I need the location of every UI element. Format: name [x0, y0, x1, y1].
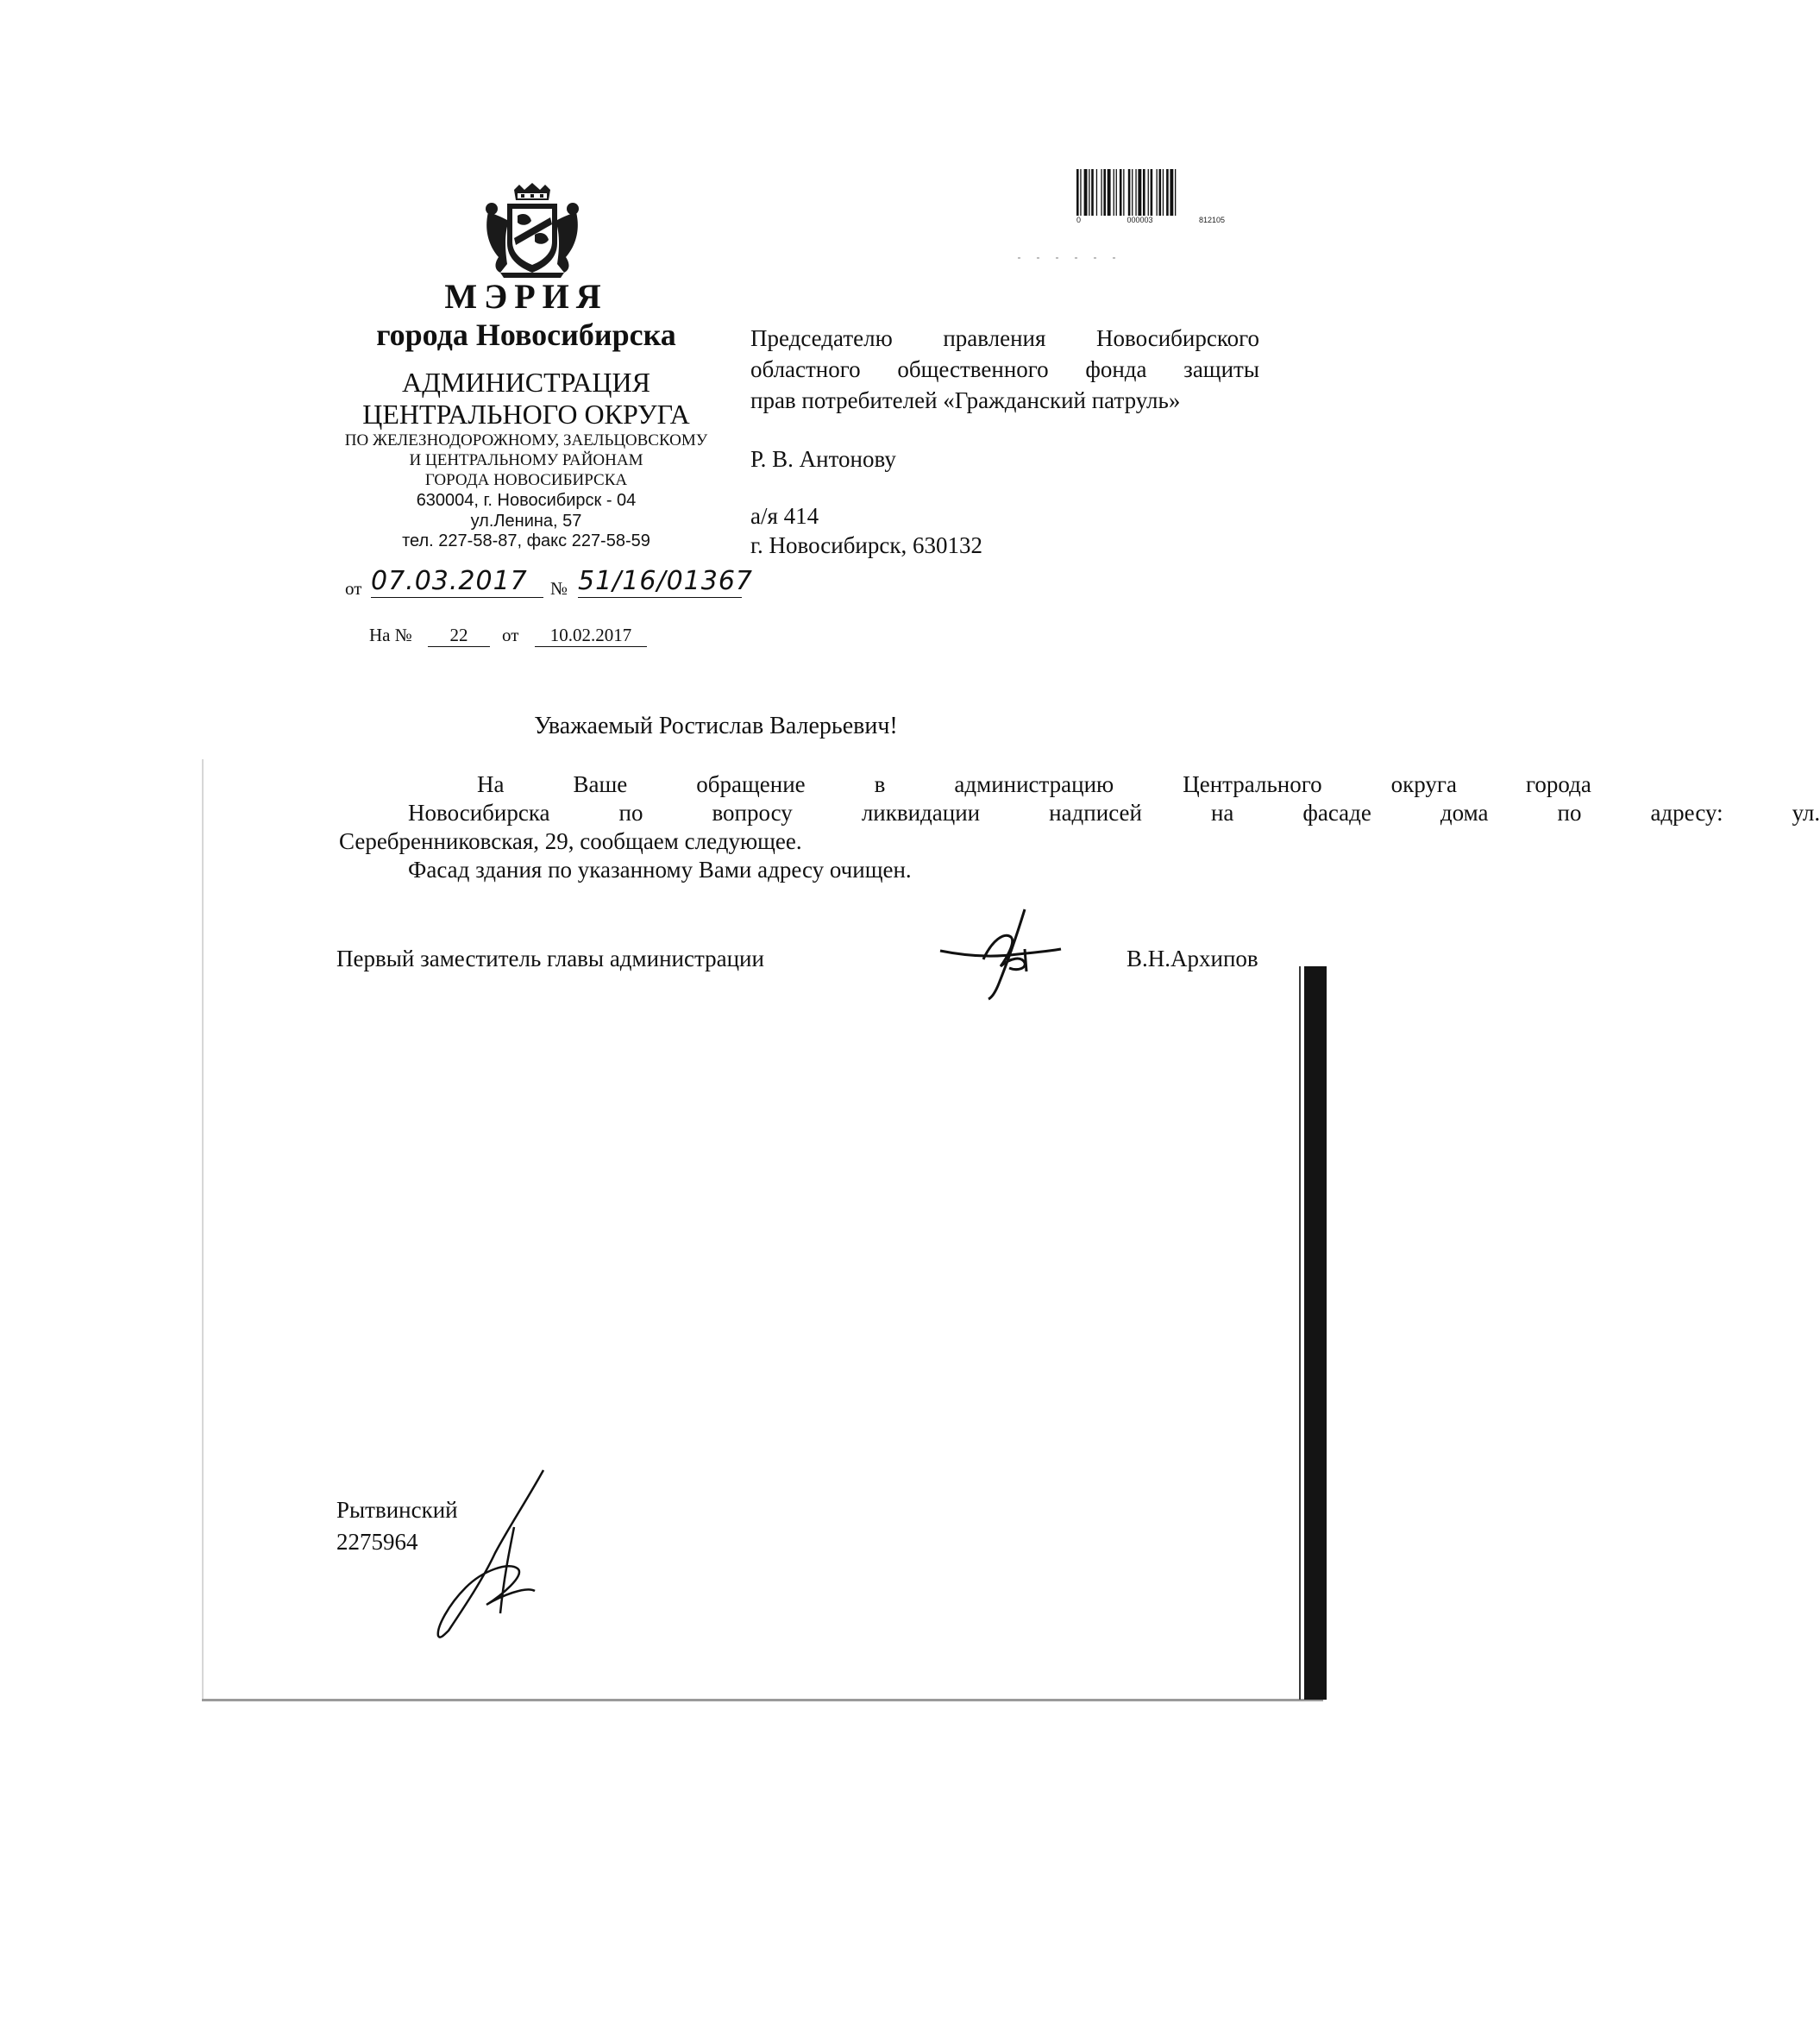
addressee-city-zip: г. Новосибирск, 630132 — [750, 532, 982, 558]
paragraph-1-line3: Серебренниковская, 29, сообщаем следующее. — [339, 828, 802, 854]
reference-number: 22 — [428, 625, 490, 647]
incoming-reference-row — [369, 625, 714, 651]
addressee-line2 — [750, 354, 1259, 385]
signatory-title: Первый заместитель главы администрации — [336, 946, 764, 971]
paragraph-word: в — [874, 771, 886, 797]
barcode-left-digits: 0 — [1076, 216, 1082, 224]
outgoing-date-label: от — [345, 578, 362, 599]
addressee-word: защиты — [1183, 356, 1259, 382]
letterhead-address-line2: ул.Ленина, 57 — [470, 512, 582, 531]
barcode-bar — [1123, 169, 1124, 216]
addressee-word: правления — [943, 325, 1046, 351]
barcode-bar — [1157, 169, 1158, 216]
barcode-bar — [1138, 169, 1141, 216]
coat-of-arms-icon — [483, 183, 581, 278]
letterhead-phone: тел. 227-58-87, факс 227-58-59 — [402, 531, 650, 550]
signature-handwritten-icon — [932, 906, 1070, 1001]
barcode-bar — [1143, 169, 1145, 216]
letterhead-admin-line1: АДМИНИСТРАЦИЯ — [402, 367, 650, 398]
addressee-name: Р. В. Антонову — [750, 446, 896, 472]
paragraph-word: На — [477, 771, 505, 797]
letterhead-districts-line1: ПО ЖЕЛЕЗНОДОРОЖНОМУ, ЗАЕЛЬЦОВСКОМУ — [344, 431, 708, 449]
barcode-right-digits: 812105 — [1198, 216, 1225, 224]
paragraph-word: города — [1525, 771, 1591, 797]
scan-edge-left — [202, 759, 204, 1700]
addressee-word: Новосибирского — [1096, 325, 1259, 351]
paragraph-word: по — [1557, 800, 1582, 826]
barcode-bar — [1108, 169, 1111, 216]
barcode-bar — [1135, 169, 1136, 216]
barcode-bar — [1091, 169, 1094, 216]
reference-date: 10.02.2017 — [535, 625, 647, 647]
paragraph-1-line2 — [339, 799, 1820, 827]
executor-name: Рытвинский — [336, 1497, 458, 1523]
barcode-bar — [1166, 169, 1169, 216]
letterhead-admin-line2: ЦЕНТРАЛЬНОГО ОКРУГА — [362, 399, 690, 430]
barcode-bar — [1151, 169, 1153, 216]
barcode-digits — [1076, 216, 1225, 224]
letterhead-mayor-office: МЭРИЯ — [444, 277, 608, 316]
addressee-word: Председателю — [750, 325, 893, 351]
paragraph-word: ликвидации — [861, 800, 981, 826]
outgoing-reference-row — [345, 566, 753, 600]
barcode-bar — [1076, 169, 1079, 216]
letterhead-city: города Новосибирска — [376, 317, 676, 352]
letterhead-address-line1: 630004, г. Новосибирск - 04 — [416, 491, 637, 510]
paragraph-word: адресу: — [1650, 800, 1723, 826]
scan-edge-right-shadow — [1304, 966, 1327, 1700]
barcode-bar — [1096, 169, 1097, 216]
scan-noise-dots — [1018, 257, 1121, 259]
executor-signature-icon — [431, 1467, 561, 1639]
paragraph-word: фасаде — [1302, 800, 1371, 826]
barcode-bar — [1163, 169, 1164, 216]
paragraph-word: Центрального — [1183, 771, 1322, 797]
outgoing-number-label: № — [550, 578, 568, 599]
paragraph-word: администрацию — [954, 771, 1114, 797]
paragraph-word: по — [618, 800, 643, 826]
paragraph-word: ул. — [1792, 800, 1820, 826]
barcode-bar — [1148, 169, 1149, 216]
signatory-name: В.Н.Архипов — [1127, 946, 1258, 971]
outgoing-date-handwritten: 07.03.2017 — [371, 566, 543, 598]
scan-edge-bottom — [202, 1699, 1323, 1701]
addressee-po-box: а/я 414 — [750, 503, 819, 529]
letter-paragraph-2: Фасад здания по указанному Вами адресу очищен. — [408, 857, 912, 883]
barcode-bar — [1132, 169, 1133, 216]
letter-paragraph-1 — [339, 770, 1820, 856]
paragraph-word: Новосибирска — [408, 800, 550, 826]
executor-phone: 2275964 — [336, 1529, 418, 1555]
paragraph-word: вопросу — [712, 800, 793, 826]
letter-greeting: Уважаемый Ростислав Валерьевич! — [534, 713, 898, 739]
barcode-bar — [1175, 169, 1176, 216]
barcode-bar — [1120, 169, 1122, 216]
outgoing-number-handwritten: 51/16/01367 — [578, 566, 753, 596]
letterhead-districts-line2: И ЦЕНТРАЛЬНОМУ РАЙОНАМ — [409, 451, 643, 469]
addressee-word: фонда — [1085, 356, 1147, 382]
barcode-bar — [1084, 169, 1088, 216]
letterhead-districts-line3: ГОРОДА НОВОСИБИРСКА — [424, 471, 628, 489]
paragraph-word: надписей — [1049, 800, 1142, 826]
reference-date-label: от — [502, 625, 519, 645]
paragraph-word: на — [1210, 800, 1234, 826]
paragraph-word: округа — [1390, 771, 1457, 797]
paragraph-1-line1 — [339, 770, 1591, 799]
reference-number-label: На № — [369, 625, 412, 645]
barcode-bar — [1080, 169, 1081, 216]
barcode-image — [1076, 169, 1225, 216]
paragraph-word: Ваше — [573, 771, 628, 797]
addressee-word: областного — [750, 356, 861, 382]
barcode-bar — [1170, 169, 1173, 216]
addressee-line3: прав потребителей «Гражданский патруль» — [750, 387, 1181, 413]
barcode-bar — [1116, 169, 1117, 216]
scan-edge-right-thin — [1299, 966, 1301, 1700]
barcode-bar — [1103, 169, 1106, 216]
addressee-word: общественного — [897, 356, 1049, 382]
addressee-line1 — [750, 323, 1259, 354]
barcode-mid-digits: 000003 — [1127, 216, 1153, 224]
paragraph-word: дома — [1440, 800, 1489, 826]
paragraph-word: обращение — [696, 771, 806, 797]
barcode-bar — [1128, 169, 1131, 216]
barcode-bar — [1159, 169, 1162, 216]
